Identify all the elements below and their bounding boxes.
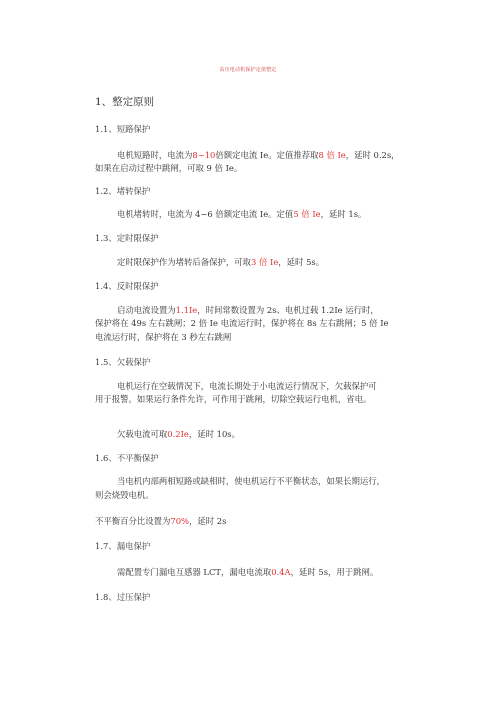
heading-definite-time: 1.3、定时限保护 — [95, 233, 159, 243]
paragraph-line: 保护将在 49s 左右跳闸；2 倍 Ie 电流运行时，保护将在 8s 左右跳闸；5 倍 Ie — [95, 318, 389, 328]
paragraph-line: 不平衡百分比设置为70%，延时 2s — [95, 516, 227, 526]
paragraph-line: 如果在启动过程中跳闸，可取 9 倍 Ie。 — [95, 163, 243, 173]
heading-stall: 1.2、堵转保护 — [95, 186, 151, 196]
paragraph-line: 欠载电流可取0.2Ie，延时 10s。 — [117, 429, 240, 439]
heading-underload: 1.5、欠载保护 — [95, 357, 151, 367]
paragraph-line: 需配置专门漏电互感器 LCT，漏电电流取0.4A，延时 5s，用于跳闸。 — [117, 567, 379, 577]
heading-overvoltage: 1.8、过压保护 — [95, 592, 151, 602]
paragraph-line: 电机堵转时，电流为 4~6 倍额定电流 Ie。定值5 倍 Ie，延时 1s。 — [117, 209, 367, 219]
paragraph-line: 电机运行在空载情况下，电流长期处于小电流运行情况下，欠载保护可 — [117, 381, 377, 391]
paragraph-line: 则会烧毁电机。 — [95, 490, 154, 500]
section-title: 1、整定原则 — [95, 96, 155, 108]
heading-short-circuit: 1.1、短路保护 — [95, 124, 151, 134]
paragraph-line: 电机短路时，电流为8~10倍额定电流 Ie。定值推荐取8 倍 Ie，延时 0.2s， — [117, 150, 400, 160]
paragraph-line: 电流运行时，保护将在 3 秒左右跳闸 — [95, 332, 232, 342]
paragraph-line: 定时限保护作为堵转后备保护，可取3 倍 Ie，延时 5s。 — [117, 257, 325, 267]
paragraph-line: 当电机内部两相短路或缺相时，使电机运行不平衡状态，如果长期运行， — [117, 476, 385, 486]
heading-inverse-time: 1.4、反时限保护 — [95, 281, 159, 291]
paragraph-line: 启动电流设置为1.1Ie，时间常数设置为 2s、电机过载 1.2Ie 运行时， — [117, 305, 379, 315]
heading-unbalance: 1.6、不平衡保护 — [95, 453, 159, 463]
page-header: 高压电动机保护定值整定 — [219, 67, 277, 73]
heading-leakage: 1.7、漏电保护 — [95, 541, 151, 551]
paragraph-line: 用于报警。如果运行条件允许，可作用于跳闸，切除空载运行电机，省电。 — [95, 394, 372, 404]
